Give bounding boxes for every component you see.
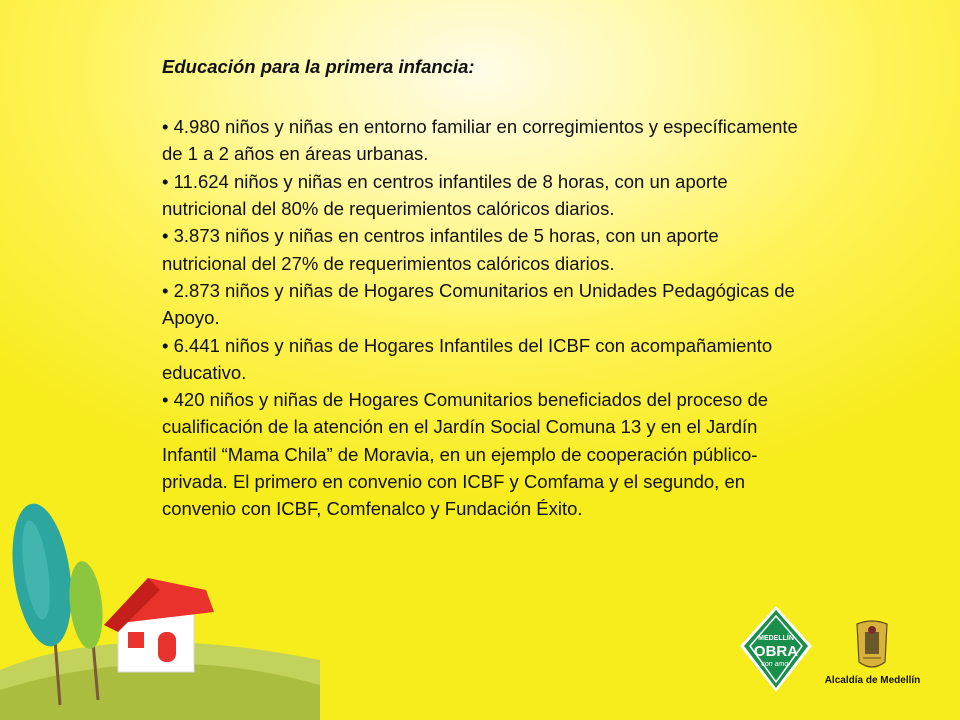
bullet-item: • 2.873 niños y niñas de Hogares Comunitarios en Unidades Pedagógicas de Apoyo. bbox=[162, 277, 802, 332]
bullet-item: • 11.624 niños y niñas en centros infantiles de 8 horas, con un aporte nutricional del 80% de requerimientos calóricos diarios. bbox=[162, 168, 802, 223]
obra-logo-line3: con amor bbox=[761, 661, 791, 668]
coat-of-arms-icon bbox=[815, 618, 930, 674]
obra-con-amor-logo bbox=[738, 604, 814, 694]
bullet-item: • 6.441 niños y niñas de Hogares Infantiles del ICBF con acompañamiento educativo. bbox=[162, 332, 802, 387]
obra-logo-line2: OBRA bbox=[753, 643, 799, 660]
slide-content bbox=[162, 56, 802, 523]
scenery-illustration bbox=[0, 490, 320, 720]
slide-title: Educación para la primera infancia: bbox=[162, 56, 475, 77]
alcaldia-label: Alcaldía de Medellín bbox=[824, 675, 921, 686]
obra-logo-line1: MEDELLÍN bbox=[758, 635, 794, 642]
bullet-list bbox=[162, 113, 802, 522]
bullet-item: • 3.873 niños y niñas en centros infantiles de 5 horas, con un aporte nutricional del 27% de requerimientos calóricos diarios. bbox=[162, 222, 802, 277]
alcaldia-logo bbox=[815, 618, 930, 690]
bullet-item: • 4.980 niños y niñas en entorno familiar en corregimientos y específicamente de 1 a 2 años en áreas urbanas. bbox=[162, 113, 802, 168]
bullet-item: • 420 niños y niñas de Hogares Comunitarios beneficiados del proceso de cualificación de la atención en el Jardín Social Comuna 13 y en el Jardín Infantil “Mama Chila” de Moravia, en un ejemplo de cooperación público-privada. El primero en convenio con ICBF y Comfama y el segundo, en convenio con ICBF, Comfenalco y Fundación Éxito. bbox=[162, 386, 802, 522]
